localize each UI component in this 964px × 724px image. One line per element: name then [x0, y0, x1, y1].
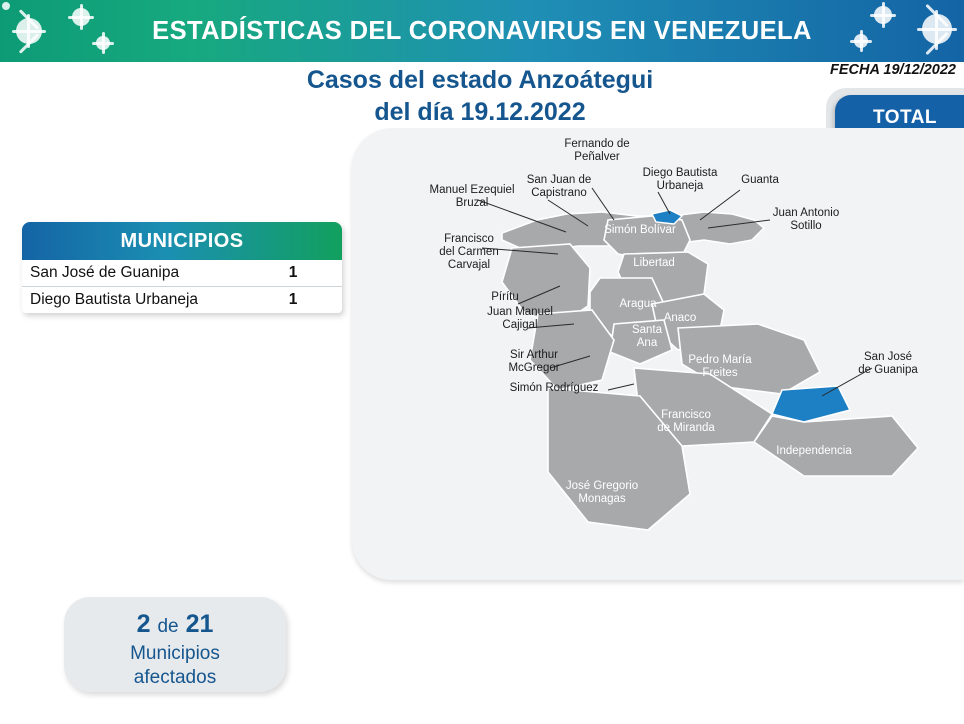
- municipio-name: Diego Bautista Urbaneja: [30, 291, 199, 308]
- subtitle-line-1: Casos del estado Anzoátegui: [306, 66, 654, 94]
- map-label-independencia: Independencia: [776, 445, 852, 457]
- municipio-name: San José de Guanipa: [22, 260, 244, 287]
- map-label-guanta: Guanta: [741, 174, 779, 186]
- map-label-simon-rodriguez: Simón Rodríguez: [509, 382, 599, 394]
- map-label-san-jose-de-guanipa: San José de Guanipa: [858, 351, 918, 376]
- date-badge: FECHA 19/12/2022: [829, 62, 956, 78]
- table-row: [22, 260, 342, 287]
- map-label-san-juan-de-capistrano: San Juan de Capistrano: [526, 174, 592, 199]
- map-label-simon-bolivar: Simón Bolívar: [604, 224, 676, 236]
- municipio-count: 1: [288, 291, 298, 308]
- map-label-juan-manuel-cajigal: Juan Manuel Cajigal: [487, 306, 553, 331]
- map-label-diego-bautista-urbaneja: Diego Bautista Urbaneja: [642, 167, 718, 192]
- summary-counts: [64, 609, 286, 642]
- map-label-piritu: Pírítu: [491, 291, 519, 303]
- map-label-fernando-de-penalver: Fernando de Peñalver: [564, 138, 630, 163]
- map-label-manuel-ezequiel-bruzual: Manuel Ezequiel Bruzal: [429, 184, 515, 209]
- map-label-jose-gregorio-monagas: José Gregorio Monagas: [565, 480, 639, 505]
- summary-pill: [64, 597, 286, 692]
- summary-line-2: Municipios: [130, 643, 220, 664]
- summary-affected: 2: [136, 610, 151, 638]
- table-row: [22, 287, 342, 314]
- header-band: [0, 0, 964, 62]
- map-label-aragua: Aragua: [619, 298, 657, 310]
- municipios-table: [22, 260, 342, 313]
- summary-line-3: afectados: [133, 667, 217, 688]
- subtitle-line-2: del día 19.12.2022: [374, 98, 586, 126]
- map-label-anaco: Anaco: [663, 312, 697, 324]
- map-label-pedro-maria-freites: Pedro María Freites: [688, 354, 752, 379]
- map-label-francisco-de-miranda: Francisco de Miranda: [657, 409, 715, 434]
- map-label-francisco-del-carmen-carvajal: Francisco del Carmen Carvajal: [439, 233, 499, 271]
- municipio-count: 1: [244, 260, 342, 287]
- total-label: TOTAL: [872, 107, 938, 128]
- footer-rule: [0, 719, 964, 724]
- map-label-libertad: Libertad: [633, 257, 675, 269]
- municipios-panel-title: MUNICIPIOS: [22, 222, 342, 260]
- map-label-juan-antonio-sotillo: Juan Antonio Sotillo: [772, 207, 840, 232]
- page-title: ESTADÍSTICAS DEL CORONAVIRUS EN VENEZUELA: [152, 16, 812, 45]
- subtitle: [170, 64, 790, 128]
- map-label-sir-arthur-mcgregor: Sir Arthur McGregor: [508, 349, 560, 374]
- municipios-panel: [22, 222, 342, 313]
- summary-total: 21: [185, 610, 214, 638]
- map-label-santa-ana: Santa Ana: [631, 324, 663, 349]
- summary-connector: de: [157, 616, 179, 637]
